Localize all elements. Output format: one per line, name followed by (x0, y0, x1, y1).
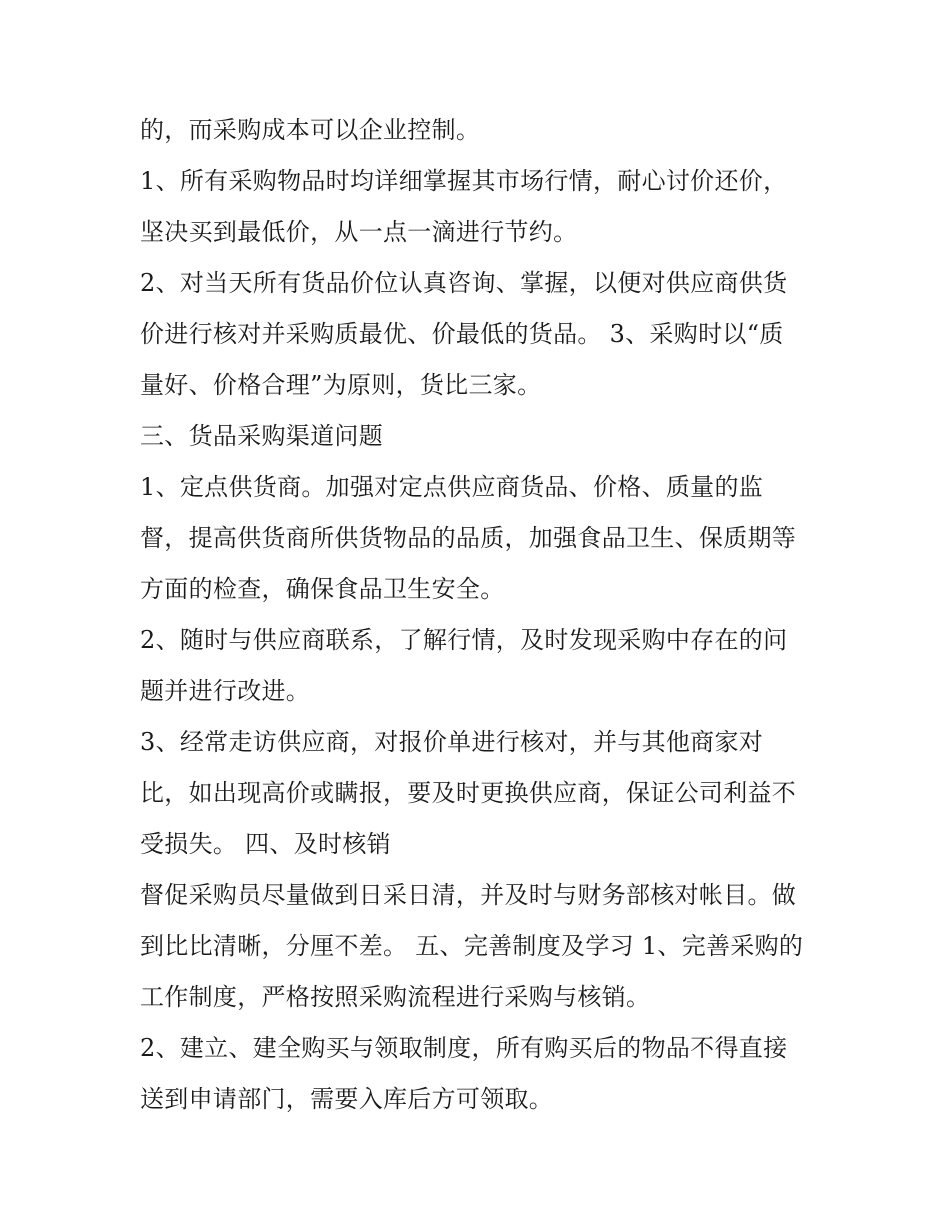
text-line: 督促采购员尽量做到日采日清，并及时与财务部核对帐目。做 (140, 881, 797, 909)
text-line: 1、定点供货商。加强对定点供应商货品、价格、质量的监 (140, 473, 764, 501)
document-body (140, 108, 830, 1128)
text-line: 坚决买到最低价，从一点一滴进行节约。 (140, 218, 578, 246)
text-line: 受损失。 四、及时核销 (140, 830, 391, 858)
text-line: 方面的检查，确保食品卫生安全。 (140, 575, 505, 603)
text-line: 的，而采购成本可以企业控制。 (140, 116, 481, 144)
text-line: 价进行核对并采购质最优、价最低的货品。 3、采购时以“质 (140, 320, 784, 348)
text-line: 送到申请部门，需要入库后方可领取。 (140, 1085, 554, 1113)
text-line: 量好、价格合理”为原则，货比三家。 (140, 371, 542, 399)
text-line: 2、对当天所有货品价位认真咨询、掌握，以便对供应商供货 (140, 269, 788, 297)
text-line: 题并进行改进。 (140, 677, 311, 705)
text-line: 1、所有采购物品时均详细掌握其市场行情，耐心讨价还价， (140, 167, 788, 195)
text-line: 3、经常走访供应商，对报价单进行核对，并与其他商家对 (140, 728, 764, 756)
text-line: 工作制度，严格按照采购流程进行采购与核销。 (140, 983, 651, 1011)
section-heading: 三、货品采购渠道问题 (140, 422, 383, 450)
text-line: 比，如出现高价或瞒报，要及时更换供应商，保证公司利益不 (140, 779, 797, 807)
text-line: 2、建立、建全购买与领取制度，所有购买后的物品不得直接 (140, 1034, 788, 1062)
text-line: 2、随时与供应商联系，了解行情，及时发现采购中存在的问 (140, 626, 788, 654)
text-line: 到比比清晰，分厘不差。 五、完善制度及学习 1、完善采购的 (140, 932, 804, 960)
text-line: 督，提高供货商所供货物品的品质，加强食品卫生、保质期等 (140, 524, 797, 552)
